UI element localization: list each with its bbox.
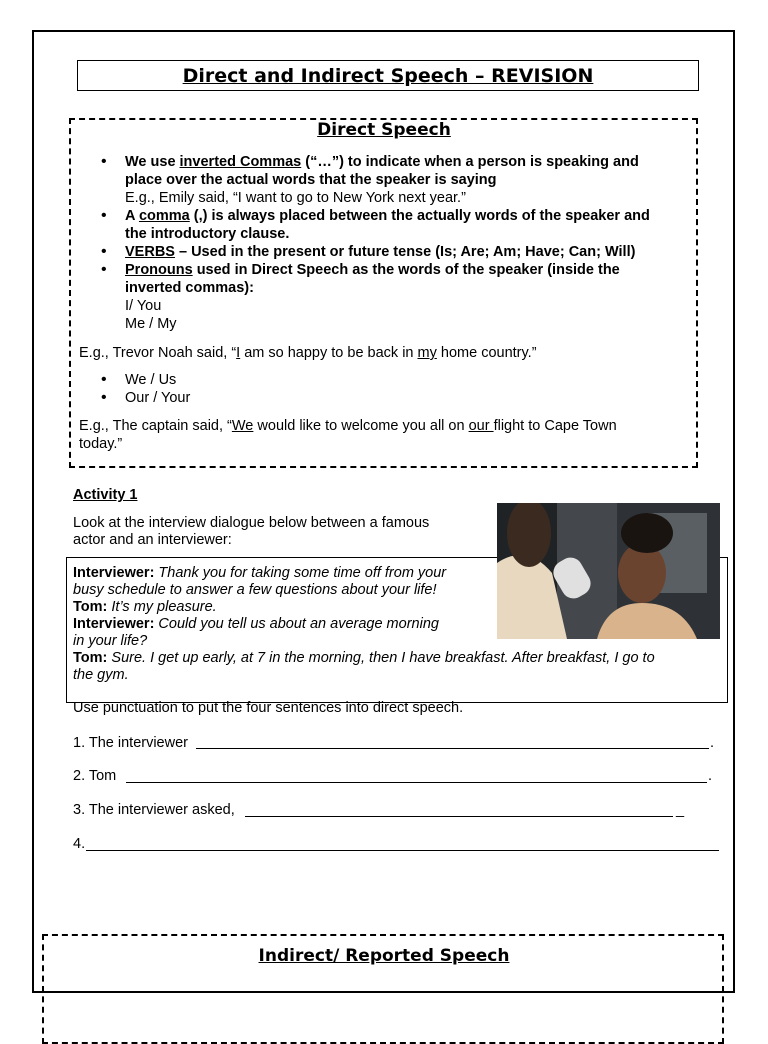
pronoun-pair-2: Me / My <box>125 316 177 332</box>
interview-photo <box>497 503 720 639</box>
bullet-1-line2: place over the actual words that the speaker is saying <box>125 172 497 188</box>
direct-speech-heading: Direct Speech <box>317 120 451 140</box>
pronoun-pair-3: We / Us <box>125 372 177 388</box>
question-1-end: . <box>710 735 715 751</box>
answer-line-1[interactable] <box>196 748 709 749</box>
bullet-4-line2: inverted commas): <box>125 280 254 296</box>
pronoun-pair-4: Our / Your <box>125 390 191 406</box>
answer-line-2[interactable] <box>126 782 707 783</box>
bullet-1: We use inverted Commas (“…”) to indicate when a person is speaking and <box>125 154 639 170</box>
question-1-label: 1. The interviewer <box>73 735 188 751</box>
question-3-end: _ <box>676 802 685 818</box>
page-title: Direct and Indirect Speech – REVISION <box>182 64 594 87</box>
example-captain: E.g., The captain said, “We would like to welcome you all on our flight to Cape Town <box>79 418 617 434</box>
bullet-2: A comma (,) is always placed between the actually words of the speaker and <box>125 208 650 224</box>
bullet-dot: • <box>101 389 107 406</box>
bullet-3: VERBS – Used in the present or future tense (Is; Are; Am; Have; Can; Will) <box>125 244 636 260</box>
title-box <box>77 60 699 91</box>
bullet-4: Pronouns used in Direct Speech as the words of the speaker (inside the <box>125 262 620 278</box>
bullet-dot: • <box>101 153 107 170</box>
example-trevor: E.g., Trevor Noah said, “I am so happy to be back in my home country.” <box>79 345 537 361</box>
activity-intro: Look at the interview dialogue below between a famous <box>73 515 430 531</box>
bullet-dot: • <box>101 261 107 278</box>
answer-line-4[interactable] <box>86 850 719 851</box>
bullet-1-example: E.g., Emily said, “I want to go to New York next year.” <box>125 190 466 206</box>
pronoun-pair-1: I/ You <box>125 298 162 314</box>
activity-heading: Activity 1 <box>73 487 138 503</box>
indirect-speech-heading: Indirect/ Reported Speech <box>258 946 510 966</box>
question-2-end: . <box>708 768 713 784</box>
answer-line-3[interactable] <box>245 816 673 817</box>
interview-dialogue: Interviewer: Thank you for taking some time off from your busy schedule to answer a few questions about your life! Tom: It’s my pleasure. Interviewer: Could you tell us about an average morning in your life? Tom: Sure. I get up early, at 7 in the morning, then I have breakfast. After breakfast, I go to the gym. <box>73 565 655 683</box>
question-4-label: 4. <box>73 836 86 852</box>
activity-instruction: Use punctuation to put the four sentences into direct speech. <box>73 700 464 716</box>
bullet-2-line2: the introductory clause. <box>125 226 290 242</box>
example-captain-line2: today.” <box>79 436 123 452</box>
activity-intro-line2: actor and an interviewer: <box>73 532 232 548</box>
question-3-label: 3. The interviewer asked, <box>73 802 235 818</box>
bullet-dot: • <box>101 243 107 260</box>
bullet-dot: • <box>101 371 107 388</box>
question-2-label: 2. Tom <box>73 768 117 784</box>
bullet-dot: • <box>101 207 107 224</box>
